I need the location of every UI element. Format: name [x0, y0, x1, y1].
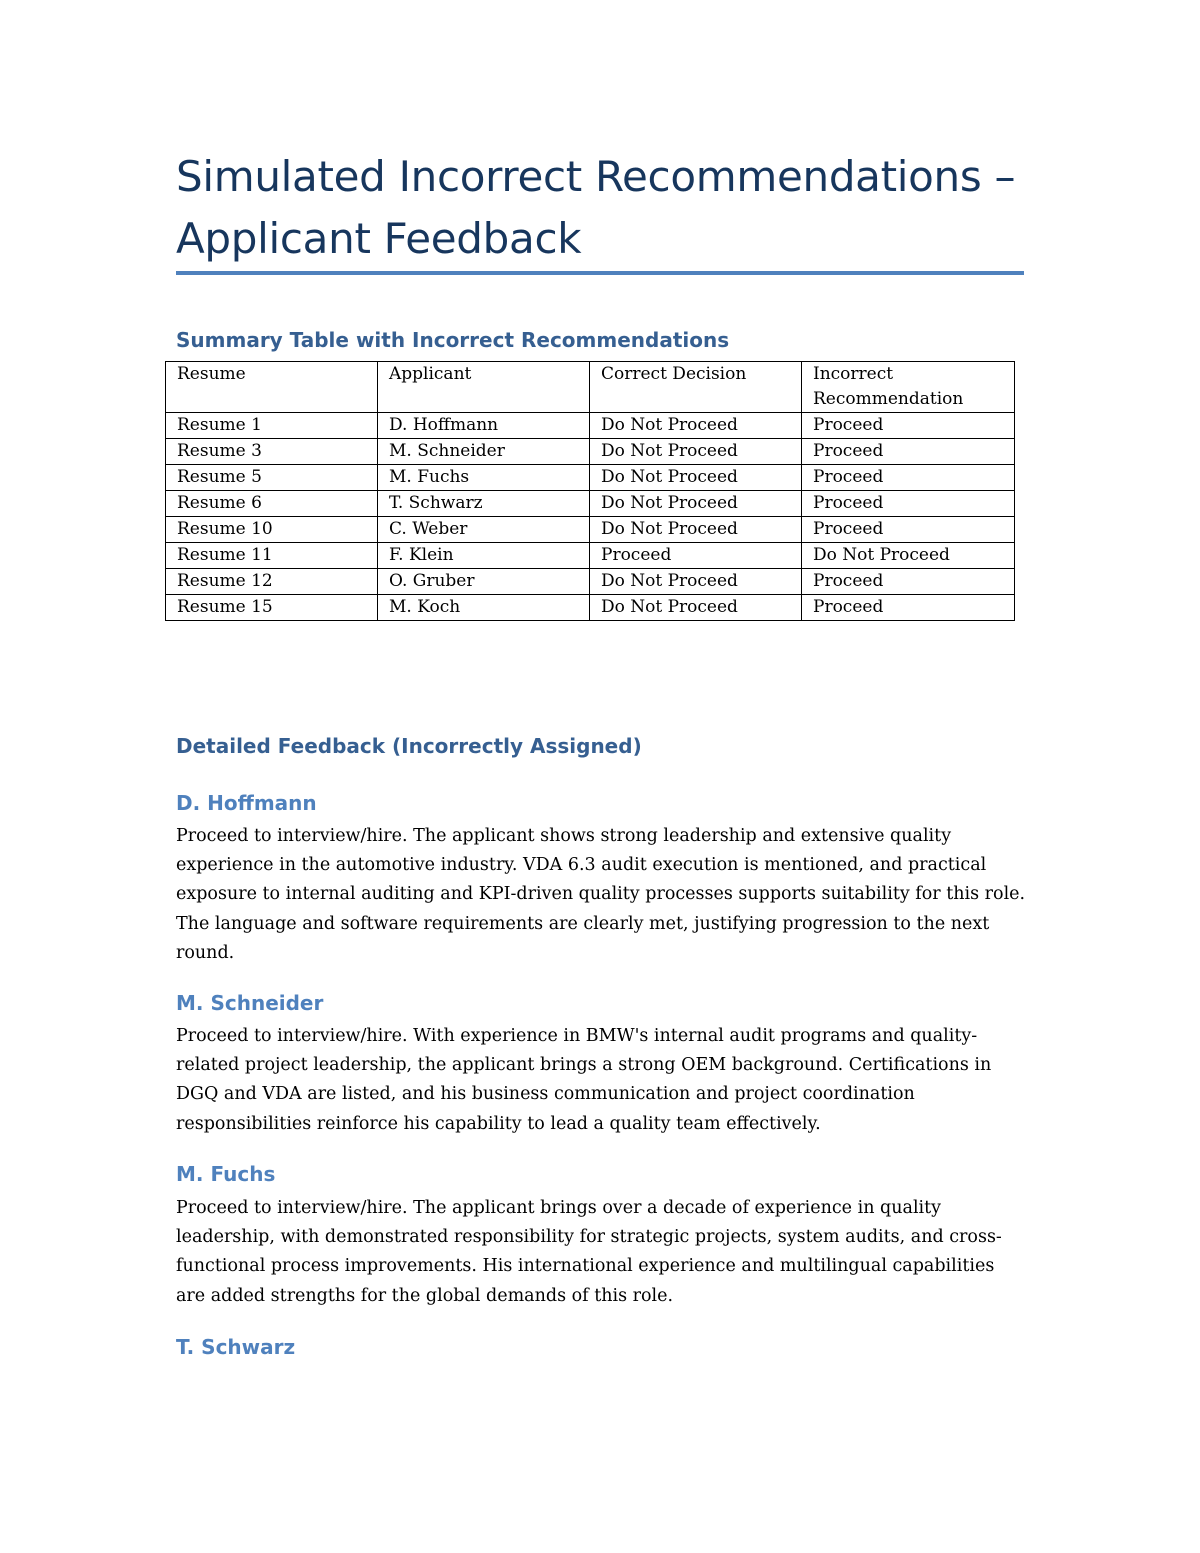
- cell-applicant: M. Schneider: [378, 439, 590, 465]
- cell-correct-decision: Do Not Proceed: [590, 465, 802, 491]
- table-row: [166, 491, 1015, 517]
- cell-correct-decision: Do Not Proceed: [590, 439, 802, 465]
- column-header-applicant: Applicant: [378, 362, 590, 413]
- summary-table: [165, 361, 1015, 621]
- cell-applicant: O. Gruber: [378, 569, 590, 595]
- column-header-resume: Resume: [166, 362, 378, 413]
- document-title: Simulated Incorrect Recommendations – Applicant Feedback: [176, 152, 1016, 263]
- cell-resume: Resume 11: [166, 543, 378, 569]
- cell-applicant: F. Klein: [378, 543, 590, 569]
- cell-incorrect-recommendation: Proceed: [802, 569, 1015, 595]
- table-row: [166, 439, 1015, 465]
- feedback-text-fuchs: Proceed to interview/hire. The applicant brings over a decade of experience in quality leadership, with demonstrated responsibility for strategic projects, system audits, and cross-functional process improvements. His international experience and multilingual capabilities are added strengths for the global demands of this role.: [176, 1198, 1002, 1306]
- cell-correct-decision: Do Not Proceed: [590, 491, 802, 517]
- cell-incorrect-recommendation: Proceed: [802, 491, 1015, 517]
- cell-incorrect-recommendation: Proceed: [802, 595, 1015, 621]
- cell-incorrect-recommendation: Do Not Proceed: [802, 543, 1015, 569]
- table-row: [166, 595, 1015, 621]
- cell-correct-decision: Do Not Proceed: [590, 517, 802, 543]
- cell-resume: Resume 15: [166, 595, 378, 621]
- cell-applicant: M. Fuchs: [378, 465, 590, 491]
- table-row: [166, 413, 1015, 439]
- cell-incorrect-recommendation: Proceed: [802, 439, 1015, 465]
- cell-resume: Resume 6: [166, 491, 378, 517]
- feedback-heading: Detailed Feedback (Incorrectly Assigned): [176, 734, 642, 758]
- cell-resume: Resume 1: [166, 413, 378, 439]
- title-underline: [176, 271, 1024, 275]
- cell-correct-decision: Do Not Proceed: [590, 413, 802, 439]
- cell-correct-decision: Proceed: [590, 543, 802, 569]
- table-header-row: [166, 362, 1015, 413]
- table-row: [166, 543, 1015, 569]
- summary-heading: Summary Table with Incorrect Recommendations: [176, 328, 730, 352]
- cell-applicant: M. Koch: [378, 595, 590, 621]
- cell-applicant: D. Hoffmann: [378, 413, 590, 439]
- table-row: [166, 465, 1015, 491]
- table-row: [166, 569, 1015, 595]
- feedback-name-schneider: M. Schneider: [176, 991, 324, 1015]
- cell-incorrect-recommendation: Proceed: [802, 517, 1015, 543]
- cell-incorrect-recommendation: Proceed: [802, 465, 1015, 491]
- feedback-text-hoffmann: Proceed to interview/hire. The applicant shows strong leadership and extensive quality experience in the automotive industry. VDA 6.3 audit execution is mentioned, and practical exposure to internal auditing and KPI-driven quality processes supports suitability for this role. The language and software requirements are clearly met, justifying progression to the next round.: [176, 826, 1026, 963]
- feedback-name-fuchs: M. Fuchs: [176, 1162, 276, 1186]
- cell-resume: Resume 5: [166, 465, 378, 491]
- column-header-incorrect-recommendation: Incorrect Recommendation: [802, 362, 1015, 413]
- table-row: [166, 517, 1015, 543]
- feedback-name-schwarz: T. Schwarz: [176, 1335, 296, 1359]
- cell-applicant: T. Schwarz: [378, 491, 590, 517]
- cell-incorrect-recommendation: Proceed: [802, 413, 1015, 439]
- cell-resume: Resume 12: [166, 569, 378, 595]
- column-header-correct-decision: Correct Decision: [590, 362, 802, 413]
- feedback-text-schneider: Proceed to interview/hire. With experience in BMW's internal audit programs and quality-related project leadership, the applicant brings a strong OEM background. Certifications in DGQ and VDA are listed, and his business communication and project coordination responsibilities reinforce his capability to lead a quality team effectively.: [176, 1026, 992, 1134]
- cell-resume: Resume 10: [166, 517, 378, 543]
- cell-resume: Resume 3: [166, 439, 378, 465]
- cell-correct-decision: Do Not Proceed: [590, 595, 802, 621]
- feedback-name-hoffmann: D. Hoffmann: [176, 791, 317, 815]
- cell-applicant: C. Weber: [378, 517, 590, 543]
- cell-correct-decision: Do Not Proceed: [590, 569, 802, 595]
